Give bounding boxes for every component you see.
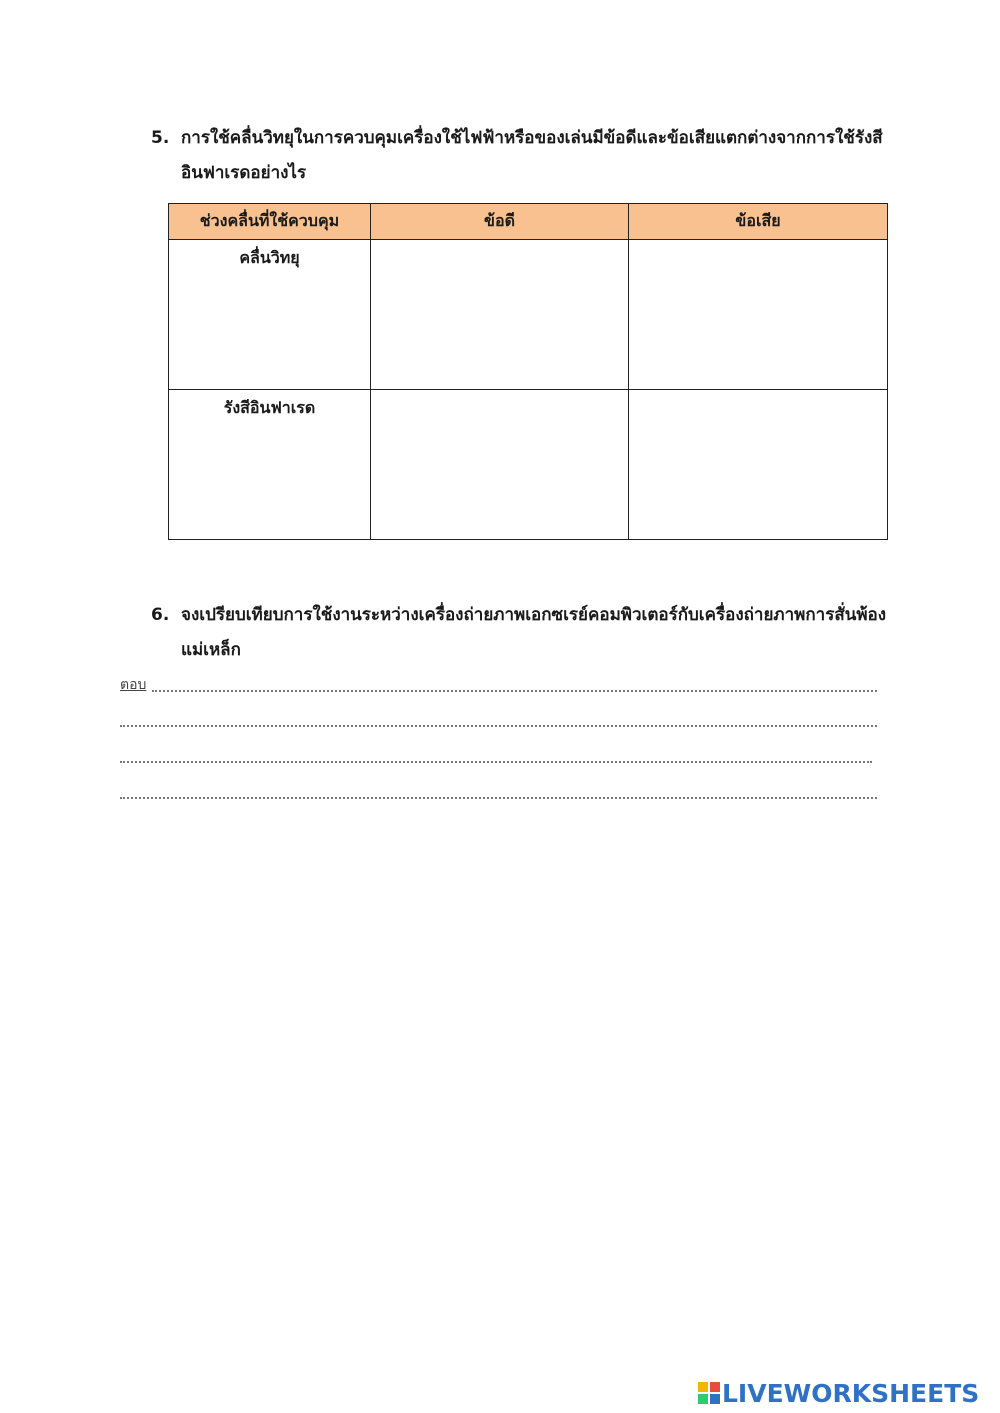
- answer-label: ตอบ: [120, 677, 147, 693]
- answer-line-4[interactable]: [120, 785, 877, 803]
- question-6-number: 6.: [151, 605, 170, 625]
- question-5-number: 5.: [151, 128, 170, 148]
- liveworksheets-logo-icon: [698, 1382, 720, 1404]
- answer-cell-radio-pros[interactable]: [371, 240, 629, 390]
- answer-dots: [120, 761, 872, 763]
- answer-cell-radio-cons[interactable]: [629, 240, 888, 390]
- question-6: [151, 598, 891, 668]
- header-wave-band: ช่วงคลื่นที่ใช้ควบคุม: [169, 204, 371, 240]
- table-row: [169, 390, 888, 540]
- header-disadvantages: ข้อเสีย: [629, 204, 888, 240]
- answer-dots: [120, 797, 877, 799]
- answer-line-2[interactable]: [120, 713, 877, 731]
- question-5: [151, 121, 891, 191]
- answer-line-3[interactable]: [120, 749, 872, 767]
- comparison-table: [168, 203, 888, 540]
- table-row: [169, 240, 888, 390]
- table-header-row: [169, 204, 888, 240]
- header-advantages: ข้อดี: [371, 204, 629, 240]
- answer-line-1[interactable]: [120, 678, 877, 696]
- question-6-text: จงเปรียบเทียบการใช้งานระหว่างเครื่องถ่ายภาพเอกซเรย์คอมพิวเตอร์กับเครื่องถ่ายภาพการสั่นพ้องแม่เหล็ก: [181, 605, 887, 660]
- question-5-text: การใช้คลื่นวิทยุในการควบคุมเครื่องใช้ไฟฟ้าหรือของเล่นมีข้อดีและข้อเสียแตกต่างจากการใช้รังสีอินฟาเรดอย่างไร: [181, 128, 883, 183]
- answer-cell-infrared-pros[interactable]: [371, 390, 629, 540]
- liveworksheets-logo: [698, 1380, 979, 1406]
- row-label-radio: คลื่นวิทยุ: [169, 240, 371, 390]
- answer-dots: [120, 725, 877, 727]
- row-label-infrared: รังสีอินฟาเรด: [169, 390, 371, 540]
- logo-text: LIVEWORKSHEETS: [722, 1378, 980, 1408]
- answer-cell-infrared-cons[interactable]: [629, 390, 888, 540]
- answer-dots: [152, 690, 877, 692]
